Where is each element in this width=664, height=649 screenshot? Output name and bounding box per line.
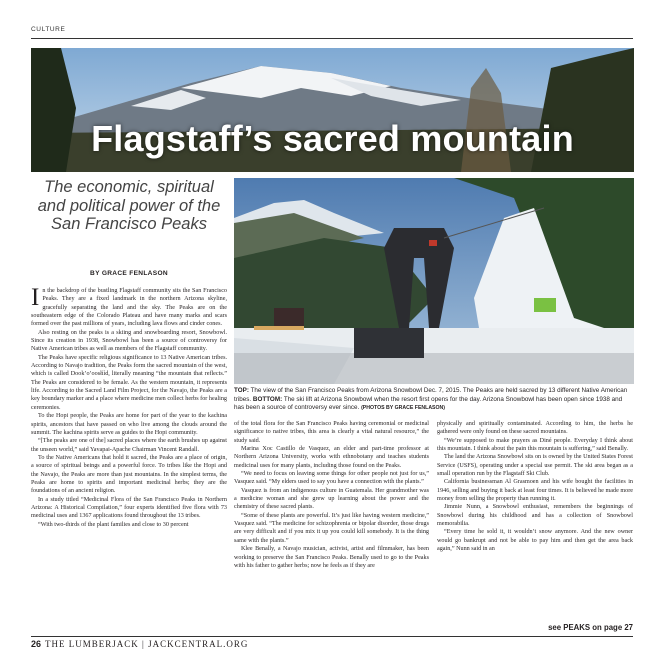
caption-top-text: The view of the San Francisco Peaks from Arizona Snowbowl Dec. 7, 2015. The Peaks are held sacred by 13 different Native American tribes. xyxy=(234,387,628,403)
caption-top-label: TOP: xyxy=(234,387,249,394)
paragraph: of the total flora for the San Francisco Peaks having ceremonial or medicinal significance to native tribes, this area is clearly a vital natural resource,” the study said. xyxy=(234,421,429,444)
paragraph: “[The peaks are one of the] sacred places where the earth brushes up against the unseen world,” said Yavapai-Apache Chairman Vincent Randall. xyxy=(31,438,227,453)
paragraph: Klee Benally, a Navajo musician, activist, artist and filmmaker, has been working to preserve the San Francisco Peaks. Benally used to go to the Peaks with his father to gather herbs; now he feels as if they are xyxy=(234,546,429,569)
paragraph-text: n the backdrop of the bustling Flagstaff community sits the San Francisco Peaks. They are a fixed landmark in the northern Arizona skyline, gracefully separating the land and the sky. The Peaks are on the southeastern edge of the Colorado Plateau and have many marks and scars formed over the past millions of years, including lava flows and cinder cones. xyxy=(31,288,227,328)
paragraph: “We’re supposed to make prayers as Diné people. Everyday I think about this mountain. I think about the pain this mountain is suffering,” said Benally. xyxy=(437,437,633,453)
paragraph: Vasquez is from an indigenous culture in Guatemala. Her grandmother was a medicine woman and she grew up learning about the power and the chemistry of these sacred plants. xyxy=(234,487,429,511)
caption-bottom-label: BOTTOM: xyxy=(252,395,283,403)
byline: BY GRACE FENLASON xyxy=(90,270,168,277)
paragraph: Jimmie Nunn, a Snowbowl enthusiast, remembers the beginnings of Snowbowl during his childhood and has a collection of Snowbowl memorabilia. xyxy=(437,504,633,528)
paragraph: The Peaks have specific religious significance to 13 Native American tribes. According to Navajo tradition, the Peaks form the sacred mountain of the west, which is called Dook’o’oosłííd, literally meaning “the mountain that reflects.” The Peaks are considered to be female. As the western mountain, it represents life. According to the Sacred Land Film Project, for the Navajo, the Peaks are a key boundary marker and a place where medicine men collect herbs for healing ceremonies. xyxy=(31,354,227,411)
article-column-3 xyxy=(437,420,633,554)
photo-credit: (PHOTOS BY GRACE FENLASON) xyxy=(361,405,446,412)
subhead: The economic, spiritual and political power of the San Francisco Peaks xyxy=(37,178,221,233)
headline: Flagstaff’s sacred mountain xyxy=(91,118,574,159)
paragraph: “With two-thirds of the plant families and close to 30 percent xyxy=(38,521,189,528)
ski-lift-photo xyxy=(234,178,634,384)
article-column-1 xyxy=(31,284,227,529)
paragraph: “We need to focus on leaving some things for other people not just for us,” Vasquez said. “My elders used to say you have a connection with the plants.” xyxy=(234,471,429,486)
paragraph: physically and spiritually contaminated. According to him, the herbs he gathered were only found on these sacred mountains. xyxy=(437,421,633,436)
continued-jump-line: see PEAKS on page 27 xyxy=(548,623,633,632)
photo-caption xyxy=(234,387,634,413)
page-number: 26 xyxy=(31,639,42,649)
paragraph: “Some of these plants are powerful. It’s just like having western medicine,” Vasquez said. “The medicine for schizophrenia or bipolar disorder, those drugs are very difficult and if you mix it up you could kill somebody. It is the thing same with the plants.” xyxy=(234,512,429,544)
paragraph xyxy=(31,284,227,329)
paragraph: To the Native Americans that hold it sacred, the Peaks are a place of origin, a source of spiritual beings and a powerful force. To tribes like the Hopi and the Navajo, the Peaks are more than just mountains. In the simplest terms, the Peaks are home to spirits and important medicinal herbs; they are the foundations of an ancient religion. xyxy=(31,454,227,495)
footer-divider xyxy=(31,636,633,637)
caption-bottom-text: The ski lift at Arizona Snowbowl when the resort first opens for the day. Arizona Snowbowl has been open since 1938 and has been a source of controversy ever since. xyxy=(234,395,623,412)
paragraph: Also resting on the peaks is a skiing and snowboarding resort, Snowbowl. Since its creation in 1938, Snowbowl has been a source of controversy for Native American tribes as well as members of the Flagstaff community. xyxy=(31,329,227,353)
paragraph: To the Hopi people, the Peaks are home for part of the year to the kachina spirits, ancestors that have passed on who live among the clouds around the summit. The kachina spirits serve as guides to the Hopi community. xyxy=(31,413,227,436)
drop-cap: I xyxy=(31,284,40,311)
paragraph: “Every time he sold it, it wouldn’t snow anymore. And the new owner would go bankrupt and not be able to pay him and then get the area back again,” Nunn said in an xyxy=(437,529,633,553)
top-divider xyxy=(31,38,633,39)
article-column-2 xyxy=(234,420,429,570)
paragraph: In a study titled “Medicinal Flora of the San Francisco Peaks in Northern Arizona: A Historical Compilation,” four experts identified five flora with 73 medicinal uses and 1367 applications found throughout the 13 tribes. xyxy=(31,496,227,520)
paragraph: California businessman Al Grasmoen and his wife bought the facilities in 1946, selling and buying it back at least four times. It is believed he made more money from selling the property than running it. xyxy=(437,479,633,503)
page-footer xyxy=(31,639,248,649)
paragraph: The land the Arizona Snowbowl sits on is owned by the United States Forest Service (USFS), operating under a special use permit. The ski area began as a small operation run by the Flagstaff Ski Club. xyxy=(437,454,633,478)
publication-name: THE LUMBERJACK | JACKCENTRAL.ORG xyxy=(45,639,249,649)
section-label: CULTURE xyxy=(31,26,66,33)
paragraph: Marina Xoc Castillo de Vasquez, an elder and part-time professor at Northern Arizona University, works with ethnobotany and teaches students medicinal uses for many plants, including those found on the Peaks. xyxy=(234,446,429,469)
